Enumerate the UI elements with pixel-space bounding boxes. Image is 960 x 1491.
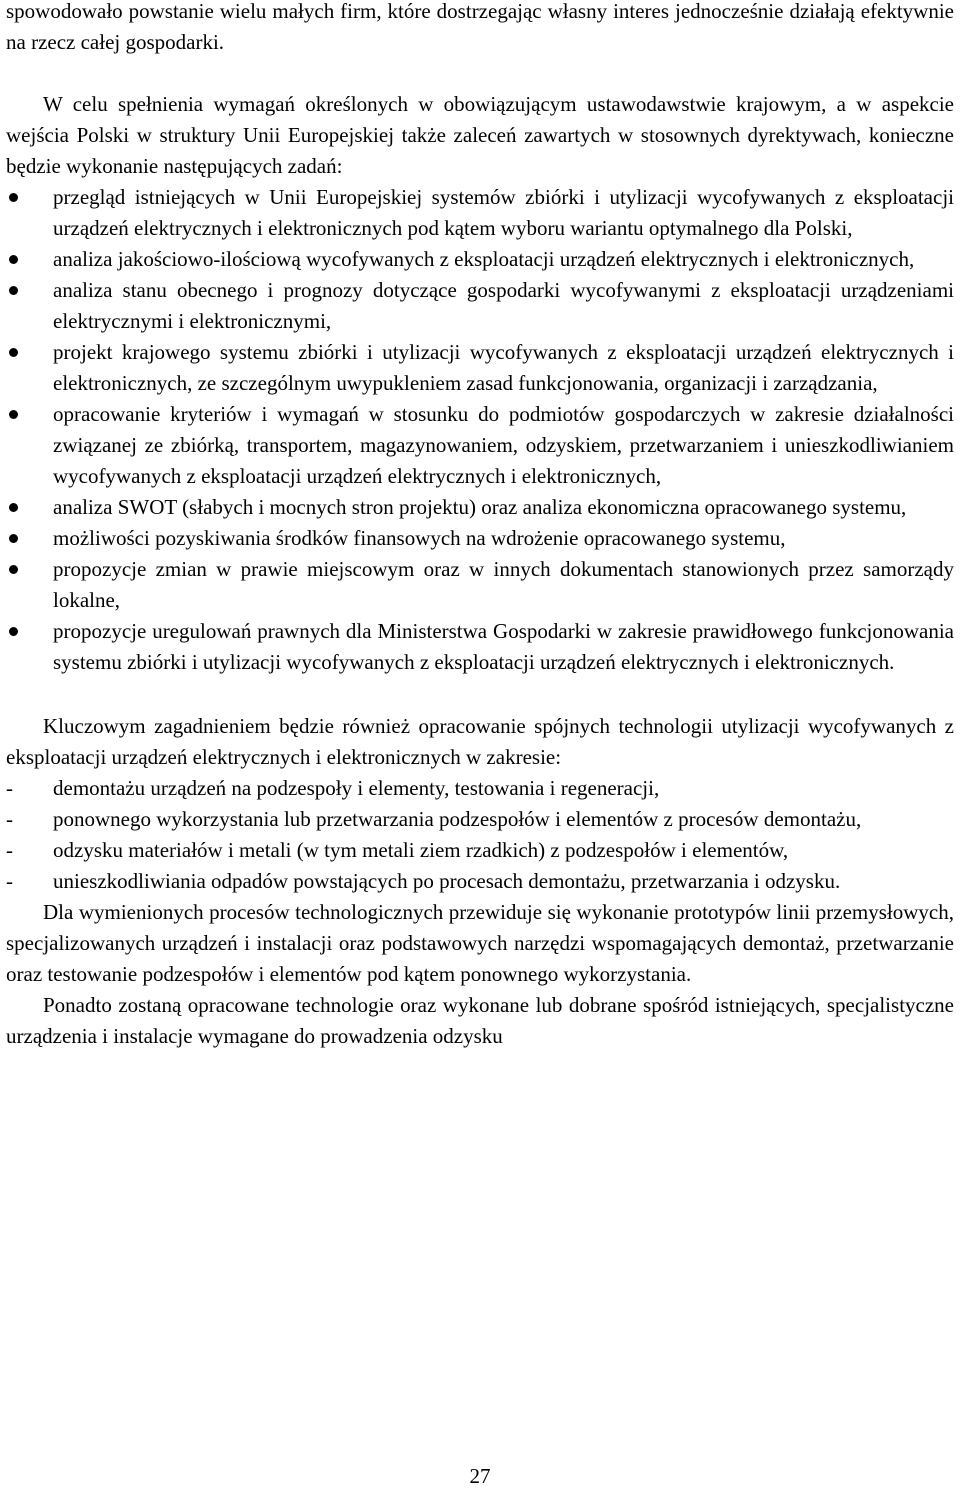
bullet-icon <box>9 627 18 636</box>
list-item <box>6 866 954 897</box>
bullet-icon <box>9 565 18 574</box>
list-item-text: odzysku materiałów i metali (w tym metali ziem rzadkich) z podzespołów i elementów, <box>53 838 789 862</box>
list-item-text: demontażu urządzeń na podzespoły i elementy, testowania i regeneracji, <box>53 776 660 800</box>
dash-marker: - <box>6 776 13 800</box>
list-item-text: analiza jakościowo-ilościową wycofywanych z eksploatacji urządzeń elektrycznych i elektronicznych, <box>53 247 915 271</box>
intro-paragraph-tail: spowodowało powstanie wielu małych firm, które dostrzegając własny interes jednocześnie działają efektywnie na rzecz całej gospodarki. <box>6 0 954 54</box>
list-item-text: projekt krajowego systemu zbiórki i utylizacji wycofywanych z eksploatacji urządzeń elektrycznych i elektronicznych, ze szczególnym uwypukleniem zasad funkcjonowania, organizacji i zarządzania, <box>53 340 954 395</box>
bullet-icon <box>9 193 18 202</box>
list-item <box>6 616 954 678</box>
tasks-list <box>6 182 954 678</box>
list-item-text: analiza stanu obecnego i prognozy dotyczące gospodarki wycofywanymi z eksploatacji urządzeniami elektrycznymi i elektronicznymi, <box>53 278 954 333</box>
list-item-text: przegląd istniejących w Unii Europejskiej systemów zbiórki i utylizacji wycofywanych z eksploatacji urządzeń elektrycznych i elektronicznych pod kątem wyboru wariantu optymalnego dla Polski, <box>53 185 954 240</box>
list-item-text: możliwości pozyskiwania środków finansowych na wdrożenie opracowanego systemu, <box>53 526 786 550</box>
list-item-text: ponownego wykorzystania lub przetwarzania podzespołów i elementów z procesów demontażu, <box>53 807 862 831</box>
list-item-text: opracowanie kryteriów i wymagań w stosunku do podmiotów gospodarczych w zakresie działalności związanej ze zbiórką, transportem, magazynowaniem, odzyskiem, przetwarzaniem i unieszkodliwianiem wycofywanych z eksploatacji urządzeń elektrycznych i elektronicznych, <box>53 402 954 488</box>
additional-paragraph: Ponadto zostaną opracowane technologie oraz wykonane lub dobrane spośród istniejących, specjalistyczne urządzenia i instalacje wymagane do prowadzenia odzysku <box>6 993 954 1048</box>
bullet-icon <box>9 286 18 295</box>
scope-list <box>6 773 954 897</box>
requirements-paragraph: W celu spełnienia wymagań określonych w obowiązującym ustawodawstwie krajowym, a w aspekcie wejścia Polski w struktury Unii Europejskiej także zaleceń zawartych w stosownych dyrektywach, konieczne będzie wykonanie następujących zadań: <box>6 92 954 178</box>
list-item <box>6 804 954 835</box>
list-item <box>6 492 954 523</box>
list-item <box>6 523 954 554</box>
dash-marker: - <box>6 869 13 893</box>
bullet-icon <box>9 410 18 419</box>
prototypes-paragraph: Dla wymienionych procesów technologicznych przewiduje się wykonanie prototypów linii przemysłowych, specjalizowanych urządzeń i instalacji oraz podstawowych narzędzi wspomagających demontaż, przetwarzanie oraz testowanie podzespołów i elementów pod kątem ponownego wykorzystania. <box>6 900 954 986</box>
bullet-icon <box>9 534 18 543</box>
dash-marker: - <box>6 838 13 862</box>
key-issue-paragraph: Kluczowym zagadnieniem będzie również opracowanie spójnych technologii utylizacji wycofywanych z eksploatacji urządzeń elektrycznych i elektronicznych w zakresie: <box>6 714 954 769</box>
bullet-icon <box>9 255 18 264</box>
list-item <box>6 835 954 866</box>
list-item-text: unieszkodliwiania odpadów powstających po procesach demontażu, przetwarzania i odzysku. <box>53 869 841 893</box>
list-item <box>6 773 954 804</box>
list-item <box>6 275 954 337</box>
list-item-text: propozycje uregulowań prawnych dla Ministerstwa Gospodarki w zakresie prawidłowego funkcjonowania systemu zbiórki i utylizacji wycofywanych z eksploatacji urządzeń elektrycznych i elektronicznych. <box>53 619 954 674</box>
list-item <box>6 337 954 399</box>
dash-marker: - <box>6 807 13 831</box>
list-item-text: propozycje zmian w prawie miejscowym oraz w innych dokumentach stanowionych przez samorządy lokalne, <box>53 557 954 612</box>
bullet-icon <box>9 503 18 512</box>
page-number: 27 <box>469 1464 491 1488</box>
list-item <box>6 399 954 492</box>
list-item-text: analiza SWOT (słabych i mocnych stron projektu) oraz analiza ekonomiczna opracowanego systemu, <box>53 495 907 519</box>
list-item <box>6 182 954 244</box>
list-item <box>6 554 954 616</box>
document-page <box>6 0 954 1052</box>
list-item <box>6 244 954 275</box>
bullet-icon <box>9 348 18 357</box>
